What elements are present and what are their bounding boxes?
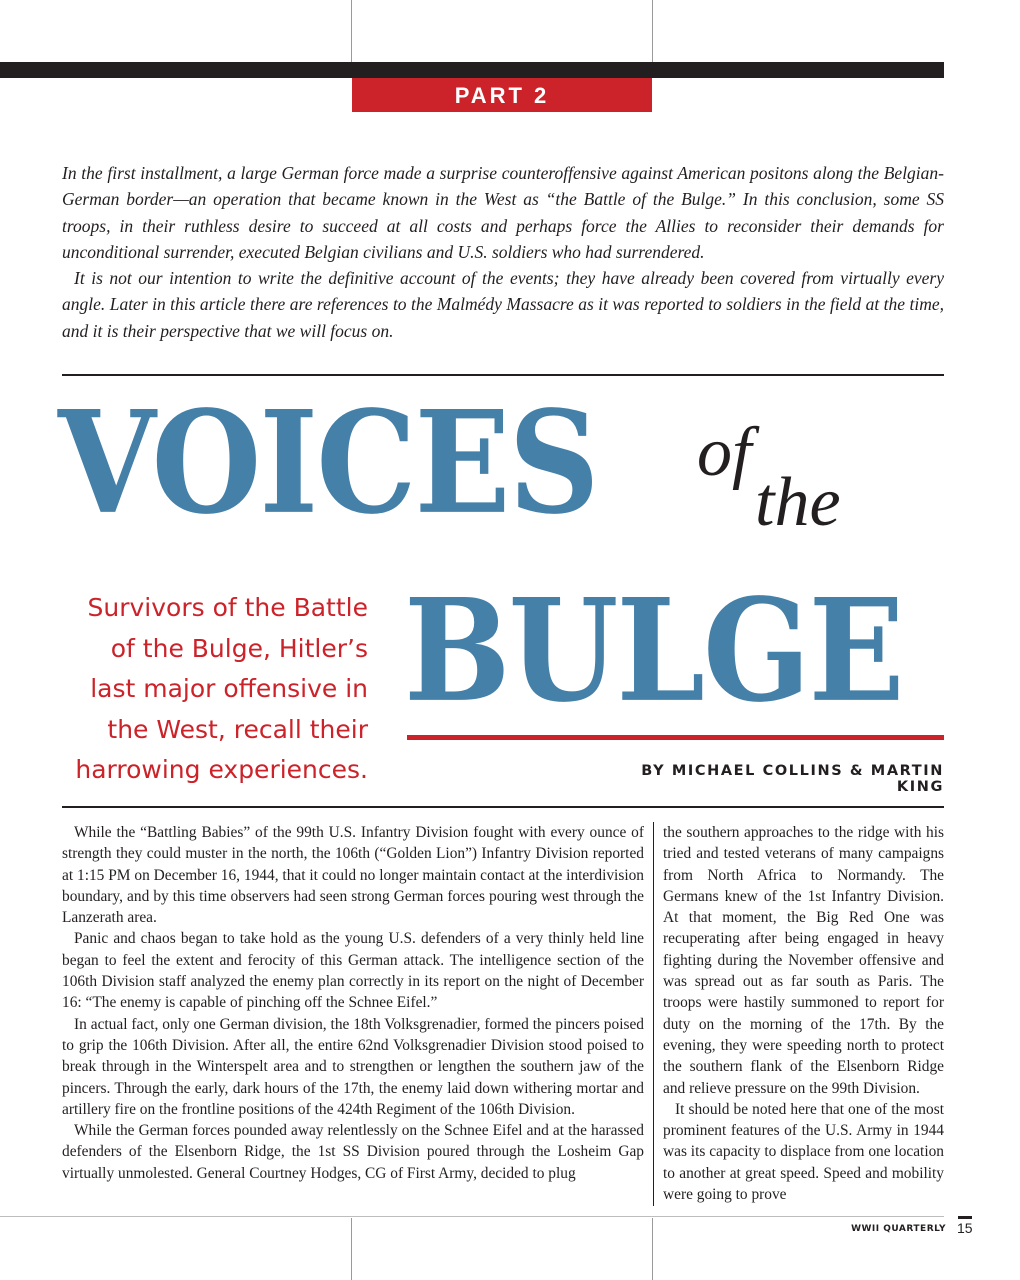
body-paragraph: It should be noted here that one of the most prominent features of the U.S. Army in 1944 was its capacity to displace from one location to another at great speed. Speed and mobility were going to prove (663, 1100, 944, 1204)
column-divider (653, 822, 654, 1206)
body-column-2 (663, 822, 944, 1205)
title-bulge: BULGE (404, 567, 903, 734)
divider (62, 374, 944, 376)
body-column-1 (62, 822, 644, 1184)
body-paragraph: Panic and chaos began to take hold as the young U.S. defenders of a very thinly held line began to feel the extent and ferocity of this German attack. The intelligence section of the 106th Division staff analyzed the enemy plan correctly in its report on the night of December 16: “The enemy is capable of pinching off the Schnee Eifel.” (62, 930, 644, 1012)
byline: BY MICHAEL COLLINS & MARTIN KING (641, 763, 944, 795)
crop-mark (351, 0, 352, 62)
divider (62, 806, 944, 808)
folio-mark (958, 1216, 972, 1219)
header-bar (0, 62, 944, 78)
part-label: PART 2 (352, 78, 652, 112)
publication-name: WWII QUARTERLY (851, 1224, 946, 1234)
crop-mark (652, 1218, 653, 1280)
crop-mark (351, 1218, 352, 1280)
title-underline (407, 735, 944, 740)
crop-mark (652, 0, 653, 62)
body-paragraph: While the German forces pounded away relentlessly on the Schnee Eifel and at the harassed defenders of the Elsenborn Ridge, the 1st SS Division poured through the Losheim Gap virtually unmolested. General Courtney Hodges, CG of First Army, decided to plug (62, 1122, 644, 1182)
article-deck: Survivors of the Battle of the Bulge, Hitler’s last major offensive in the West, recall their harrowing experiences. (75, 593, 368, 784)
intro-text (62, 160, 944, 344)
footer-rule (0, 1216, 944, 1217)
body-paragraph: While the “Battling Babies” of the 99th U.S. Infantry Division fought with every ounce of strength they could muster in the north, the 106th (“Golden Lion”) Infantry Division reported at 1:15 PM on December 16, 1944, that it could no longer maintain contact at the interdivision boundary, and by this time observers had seen strong German forces pouring west through the Lanzerath area. (62, 824, 644, 927)
title-voices: VOICES (58, 379, 598, 546)
body-paragraph: the southern approaches to the ridge with his tried and tested veterans of many campaigns from North Africa to Normandy. The Germans knew of the 1st Infantry Division. At that moment, the Big Red One was recuperating after being engaged in heavy fighting during the November offensive and was spread out as far south as Paris. The troops were hastily summoned to report for duty on the morning of the 17th. By the evening, they were speeding north to protect the southern flank of the Elsenborn Ridge and relieve pressure on the 99th Division. (663, 824, 944, 1097)
intro-paragraph: In the first installment, a large German force made a surprise counteroffensive against American positons along the Belgian-German border—an operation that became known in the West as “the Battle of the Bulge.” In this conclusion, some SS troops, in their ruthless desire to succeed at all costs and perhaps force the Allies to reconsider their demands for unconditional surrender, executed Belgian civilians and U.S. soldiers who had surrendered. (62, 163, 944, 262)
intro-paragraph: It is not our intention to write the definitive account of the events; they have already been covered from virtually every angle. Later in this article there are references to the Malmédy Massacre as it was reported to soldiers in the field at the time, and it is their perspective that we will focus on. (62, 268, 944, 341)
title-the: the (755, 464, 841, 541)
page-number: 15 (957, 1220, 973, 1236)
body-paragraph: In actual fact, only one German division, the 18th Volksgrenadier, formed the pincers poised to grip the 106th Division. After all, the entire 62nd Volksgrenadier Division stood poised to break through in the Winterspelt area and to strengthen or lengthen the southern jaw of the pincers. Through the early, dark hours of the 17th, the enemy laid down withering mortar and artillery fire on the frontline positions of the 424th Regiment of the 106th Division. (62, 1015, 644, 1118)
title-of: of (697, 414, 752, 491)
